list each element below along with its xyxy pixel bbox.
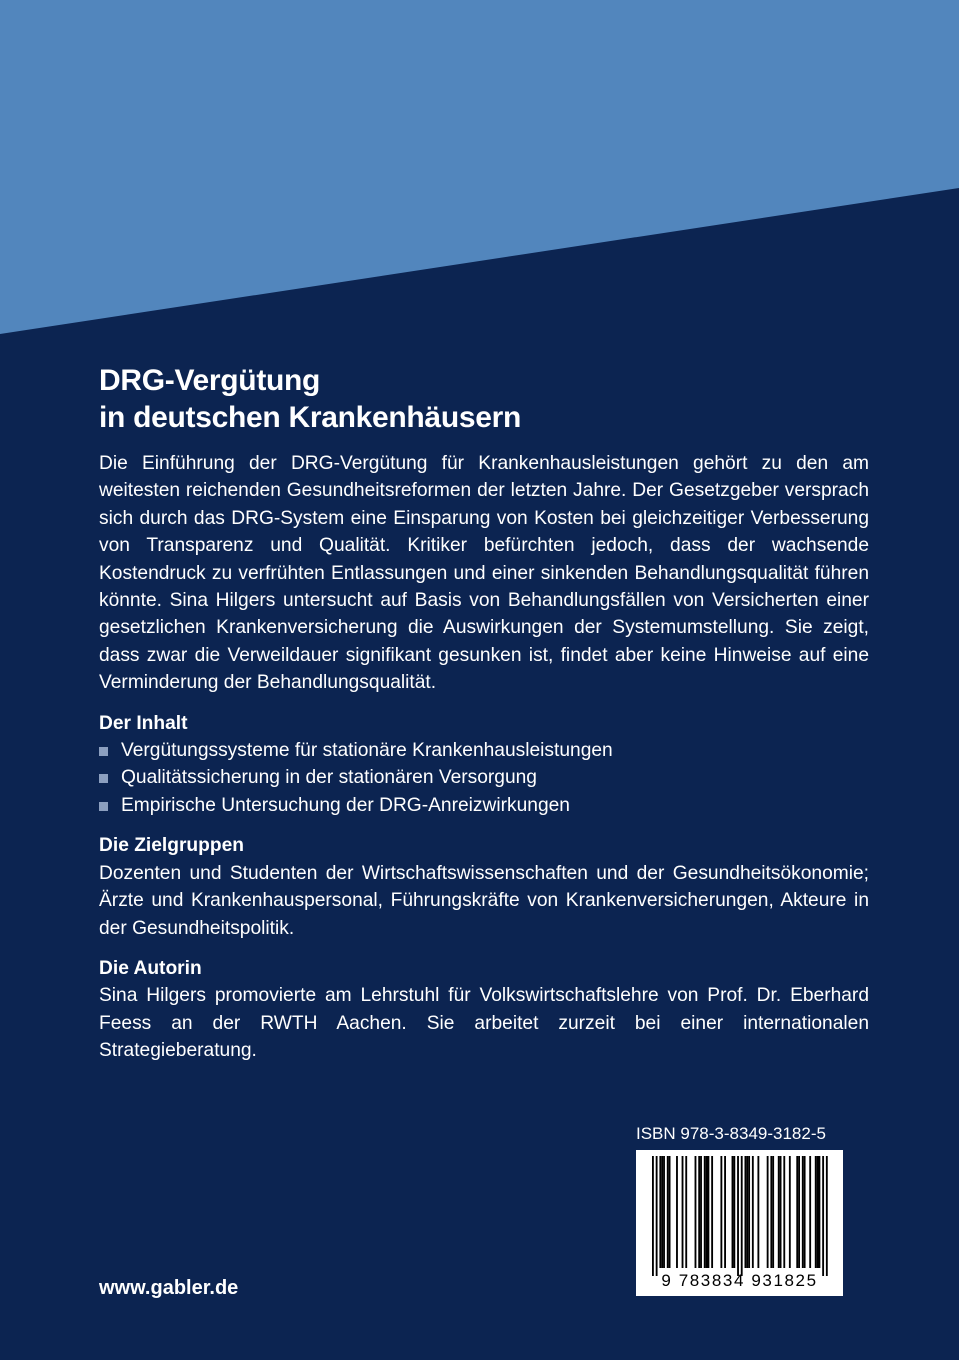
barcode-bar bbox=[789, 1156, 791, 1268]
barcode-bar bbox=[741, 1156, 743, 1276]
barcode-digits: 9 783834 931825 bbox=[661, 1271, 818, 1290]
publisher-website: www.gabler.de bbox=[99, 1277, 239, 1299]
book-title-line-2: in deutschen Krankenhäusern bbox=[99, 401, 522, 434]
barcode-bar bbox=[757, 1156, 759, 1268]
barcode-bar bbox=[682, 1156, 684, 1268]
barcode-bar bbox=[798, 1156, 800, 1268]
barcode-bar bbox=[720, 1156, 722, 1268]
barcode-bar bbox=[822, 1156, 824, 1276]
list-item: Empirische Untersuchung der DRG-Anreizwirkungen bbox=[99, 792, 869, 819]
isbn-barcode bbox=[636, 1150, 843, 1296]
list-item: Qualitätssicherung in der stationären Versorgung bbox=[99, 764, 869, 791]
contents-heading: Der Inhalt bbox=[99, 712, 188, 734]
target-group-heading: Die Zielgruppen bbox=[99, 835, 244, 857]
barcode-bar bbox=[652, 1156, 654, 1276]
barcode-bar bbox=[772, 1156, 774, 1268]
barcode-bar bbox=[724, 1156, 726, 1268]
barcode-bar bbox=[826, 1156, 828, 1276]
barcode-bar bbox=[661, 1156, 663, 1268]
square-bullet-icon bbox=[99, 747, 108, 756]
barcode-bar bbox=[704, 1156, 706, 1268]
barcode-bar bbox=[809, 1156, 811, 1268]
barcode-bar bbox=[669, 1156, 671, 1268]
barcode-bar bbox=[733, 1156, 735, 1268]
barcode-bar bbox=[663, 1156, 665, 1268]
isbn-label: ISBN 978-3-8349-3182-5 bbox=[636, 1124, 826, 1143]
barcode-bar bbox=[767, 1156, 769, 1268]
barcode-bar bbox=[780, 1156, 782, 1268]
list-item: Vergütungssysteme für stationäre Krankenhausleistungen bbox=[99, 737, 869, 764]
barcode-bar bbox=[695, 1156, 697, 1268]
author-heading: Die Autorin bbox=[99, 957, 202, 979]
barcode-bar bbox=[659, 1156, 661, 1268]
barcode-bar bbox=[711, 1156, 713, 1268]
barcode-bar bbox=[656, 1156, 658, 1276]
barcode-bar bbox=[706, 1156, 708, 1268]
barcode-bar bbox=[698, 1156, 700, 1268]
contents-list bbox=[99, 737, 869, 819]
intro-paragraph: Die Einführung der DRG-Vergütung für Krankenhausleistungen gehört zu den am weitesten reichenden Gesundheitsreformen der letzten Jahre. Der Gesetzgeber versprach sich durch das DRG-System eine Einsparung von Kosten bei gleichzeitiger Verbesserung von Transparenz und Qualität. Kritiker befürchten jedoch, dass der wachsende Kostendruck zu verfrühten Entlassungen und einer sinkenden Behandlungsqualität führen könnte. Sina Hilgers untersucht auf Basis von Behandlungsfällen von Versicherten einer gesetzlichen Krankenversicherung die Auswirkungen der Systemumstellung. Sie zeigt, dass zwar die Verweildauer signifikant gesunken ist, findet aber keine Hinweise auf eine Verminderung der Behandlungsqualität. bbox=[99, 453, 870, 694]
back-cover-text bbox=[99, 362, 869, 1065]
barcode-bar bbox=[676, 1156, 678, 1268]
barcode-bar bbox=[770, 1156, 772, 1268]
barcode-bar bbox=[804, 1156, 806, 1268]
barcode-bar bbox=[745, 1156, 747, 1268]
target-group-paragraph: Dozenten und Studenten der Wirtschaftswissenschaften und der Gesundheitsökonomie; Ärzte und Krankenhauspersonal, Führungskräfte von Krankenversicherungen, Akteure in der Gesundheitspolitik. bbox=[99, 862, 869, 939]
author-paragraph: Sina Hilgers promovierte am Lehrstuhl für Volkswirtschaftslehre von Prof. Dr. Eberhard Feess an der RWTH Aachen. Sie arbeitet zurzeit bei einer internationalen Strategieberatung. bbox=[99, 985, 869, 1062]
barcode-bar bbox=[802, 1156, 804, 1268]
barcode-bar bbox=[815, 1156, 817, 1268]
barcode-bar bbox=[783, 1156, 785, 1268]
book-title bbox=[99, 362, 869, 436]
book-title-line-1: DRG-Vergütung bbox=[99, 364, 321, 397]
barcode-bar bbox=[819, 1156, 821, 1268]
square-bullet-icon bbox=[99, 774, 108, 783]
barcode-bar bbox=[748, 1156, 750, 1268]
barcode-bar bbox=[778, 1156, 780, 1268]
barcode-bar bbox=[817, 1156, 819, 1268]
barcode-bar bbox=[737, 1156, 739, 1276]
square-bullet-icon bbox=[99, 802, 108, 811]
barcode-bar bbox=[796, 1156, 798, 1268]
cover-top-band bbox=[0, 0, 959, 340]
barcode-bar bbox=[685, 1156, 687, 1268]
barcode-bar bbox=[752, 1156, 754, 1268]
barcode-bar bbox=[708, 1156, 710, 1268]
barcode-bar bbox=[746, 1156, 748, 1268]
barcode-bar bbox=[732, 1156, 734, 1268]
barcode-bar bbox=[700, 1156, 702, 1268]
barcode-bar bbox=[667, 1156, 669, 1268]
